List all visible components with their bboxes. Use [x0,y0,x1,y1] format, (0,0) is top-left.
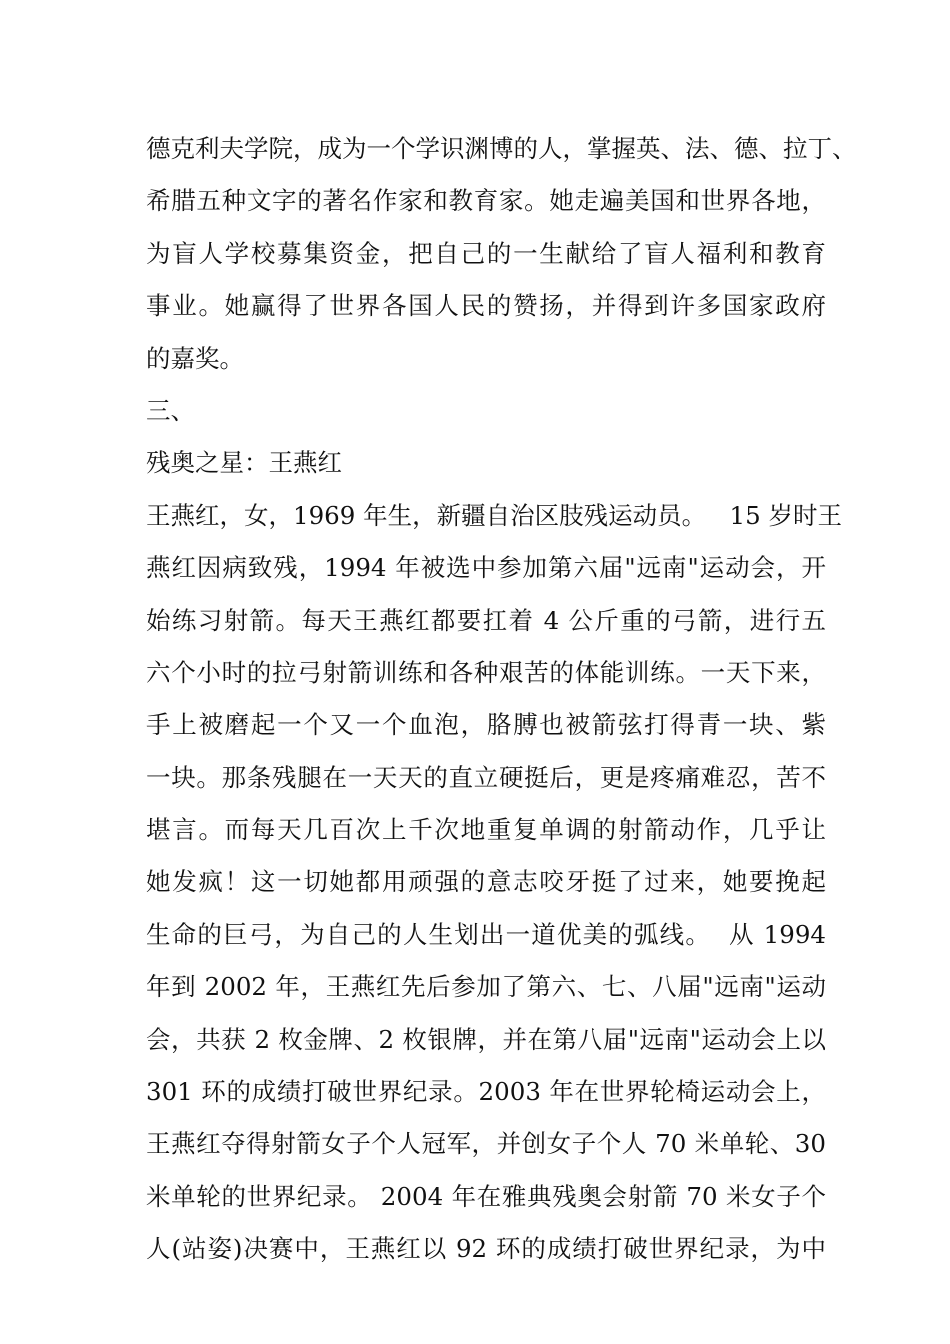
text-line: 王燕红夺得射箭女子个人冠军，并创女子个人 70 米单轮、30 [146,1129,826,1159]
text-line: 六个小时的拉弓射箭训练和各种艰苦的体能训练。一天下来， [146,657,826,687]
text-line: 为盲人学校募集资金，把自己的一生献给了盲人福利和教育 [146,238,826,268]
text-line: 301 环的成绩打破世界纪录。2003 年在世界轮椅运动会上， [146,1077,826,1107]
text-line: 事业。她赢得了世界各国人民的赞扬，并得到许多国家政府 [146,291,826,321]
text-line: 年到 2002 年，王燕红先后参加了第六、七、八届"远南"运动 [146,972,826,1002]
text-line: 燕红因病致残，1994 年被选中参加第六届"远南"运动会，开 [146,553,826,583]
text-line: 会，共获 2 枚金牌、2 枚银牌，并在第八届"远南"运动会上以 [146,1024,826,1054]
text-line: 的嘉奖。 [146,343,244,373]
text-line: 她发疯！这一切她都用顽强的意志咬牙挺了过来，她要挽起 [146,867,826,897]
text-line: 希腊五种文字的著名作家和教育家。她走遍美国和世界各地， [146,186,826,216]
text-line: 人(站姿)决赛中，王燕红以 92 环的成绩打破世界纪录，为中 [146,1234,826,1264]
text-line: 始练习射箭。每天王燕红都要扛着 4 公斤重的弓箭，进行五 [146,605,826,635]
section-heading: 残奥之星：王燕红 [146,448,342,478]
section-number: 三、 [146,395,195,425]
text-line: 一块。那条残腿在一天天的直立硬挺后，更是疼痛难忍，苦不 [146,762,826,792]
text-line: 米单轮的世界纪录。 2004 年在雅典残奥会射箭 70 米女子个 [146,1181,826,1211]
text-line: 堪言。而每天几百次上千次地重复单调的射箭动作，几乎让 [146,815,826,845]
text-line: 王燕红，女，1969 年生，新疆自治区肢残运动员。 15 岁时王 [146,500,842,530]
text-line: 生命的巨弓，为自己的人生划出一道优美的弧线。 从 1994 [146,919,826,949]
body-text [146,123,857,1276]
text-line: 手上被磨起一个又一个血泡，胳膊也被箭弦打得青一块、紫 [146,710,826,740]
text-line: 德克利夫学院，成为一个学识渊博的人，掌握英、法、德、拉丁、 [146,134,857,163]
